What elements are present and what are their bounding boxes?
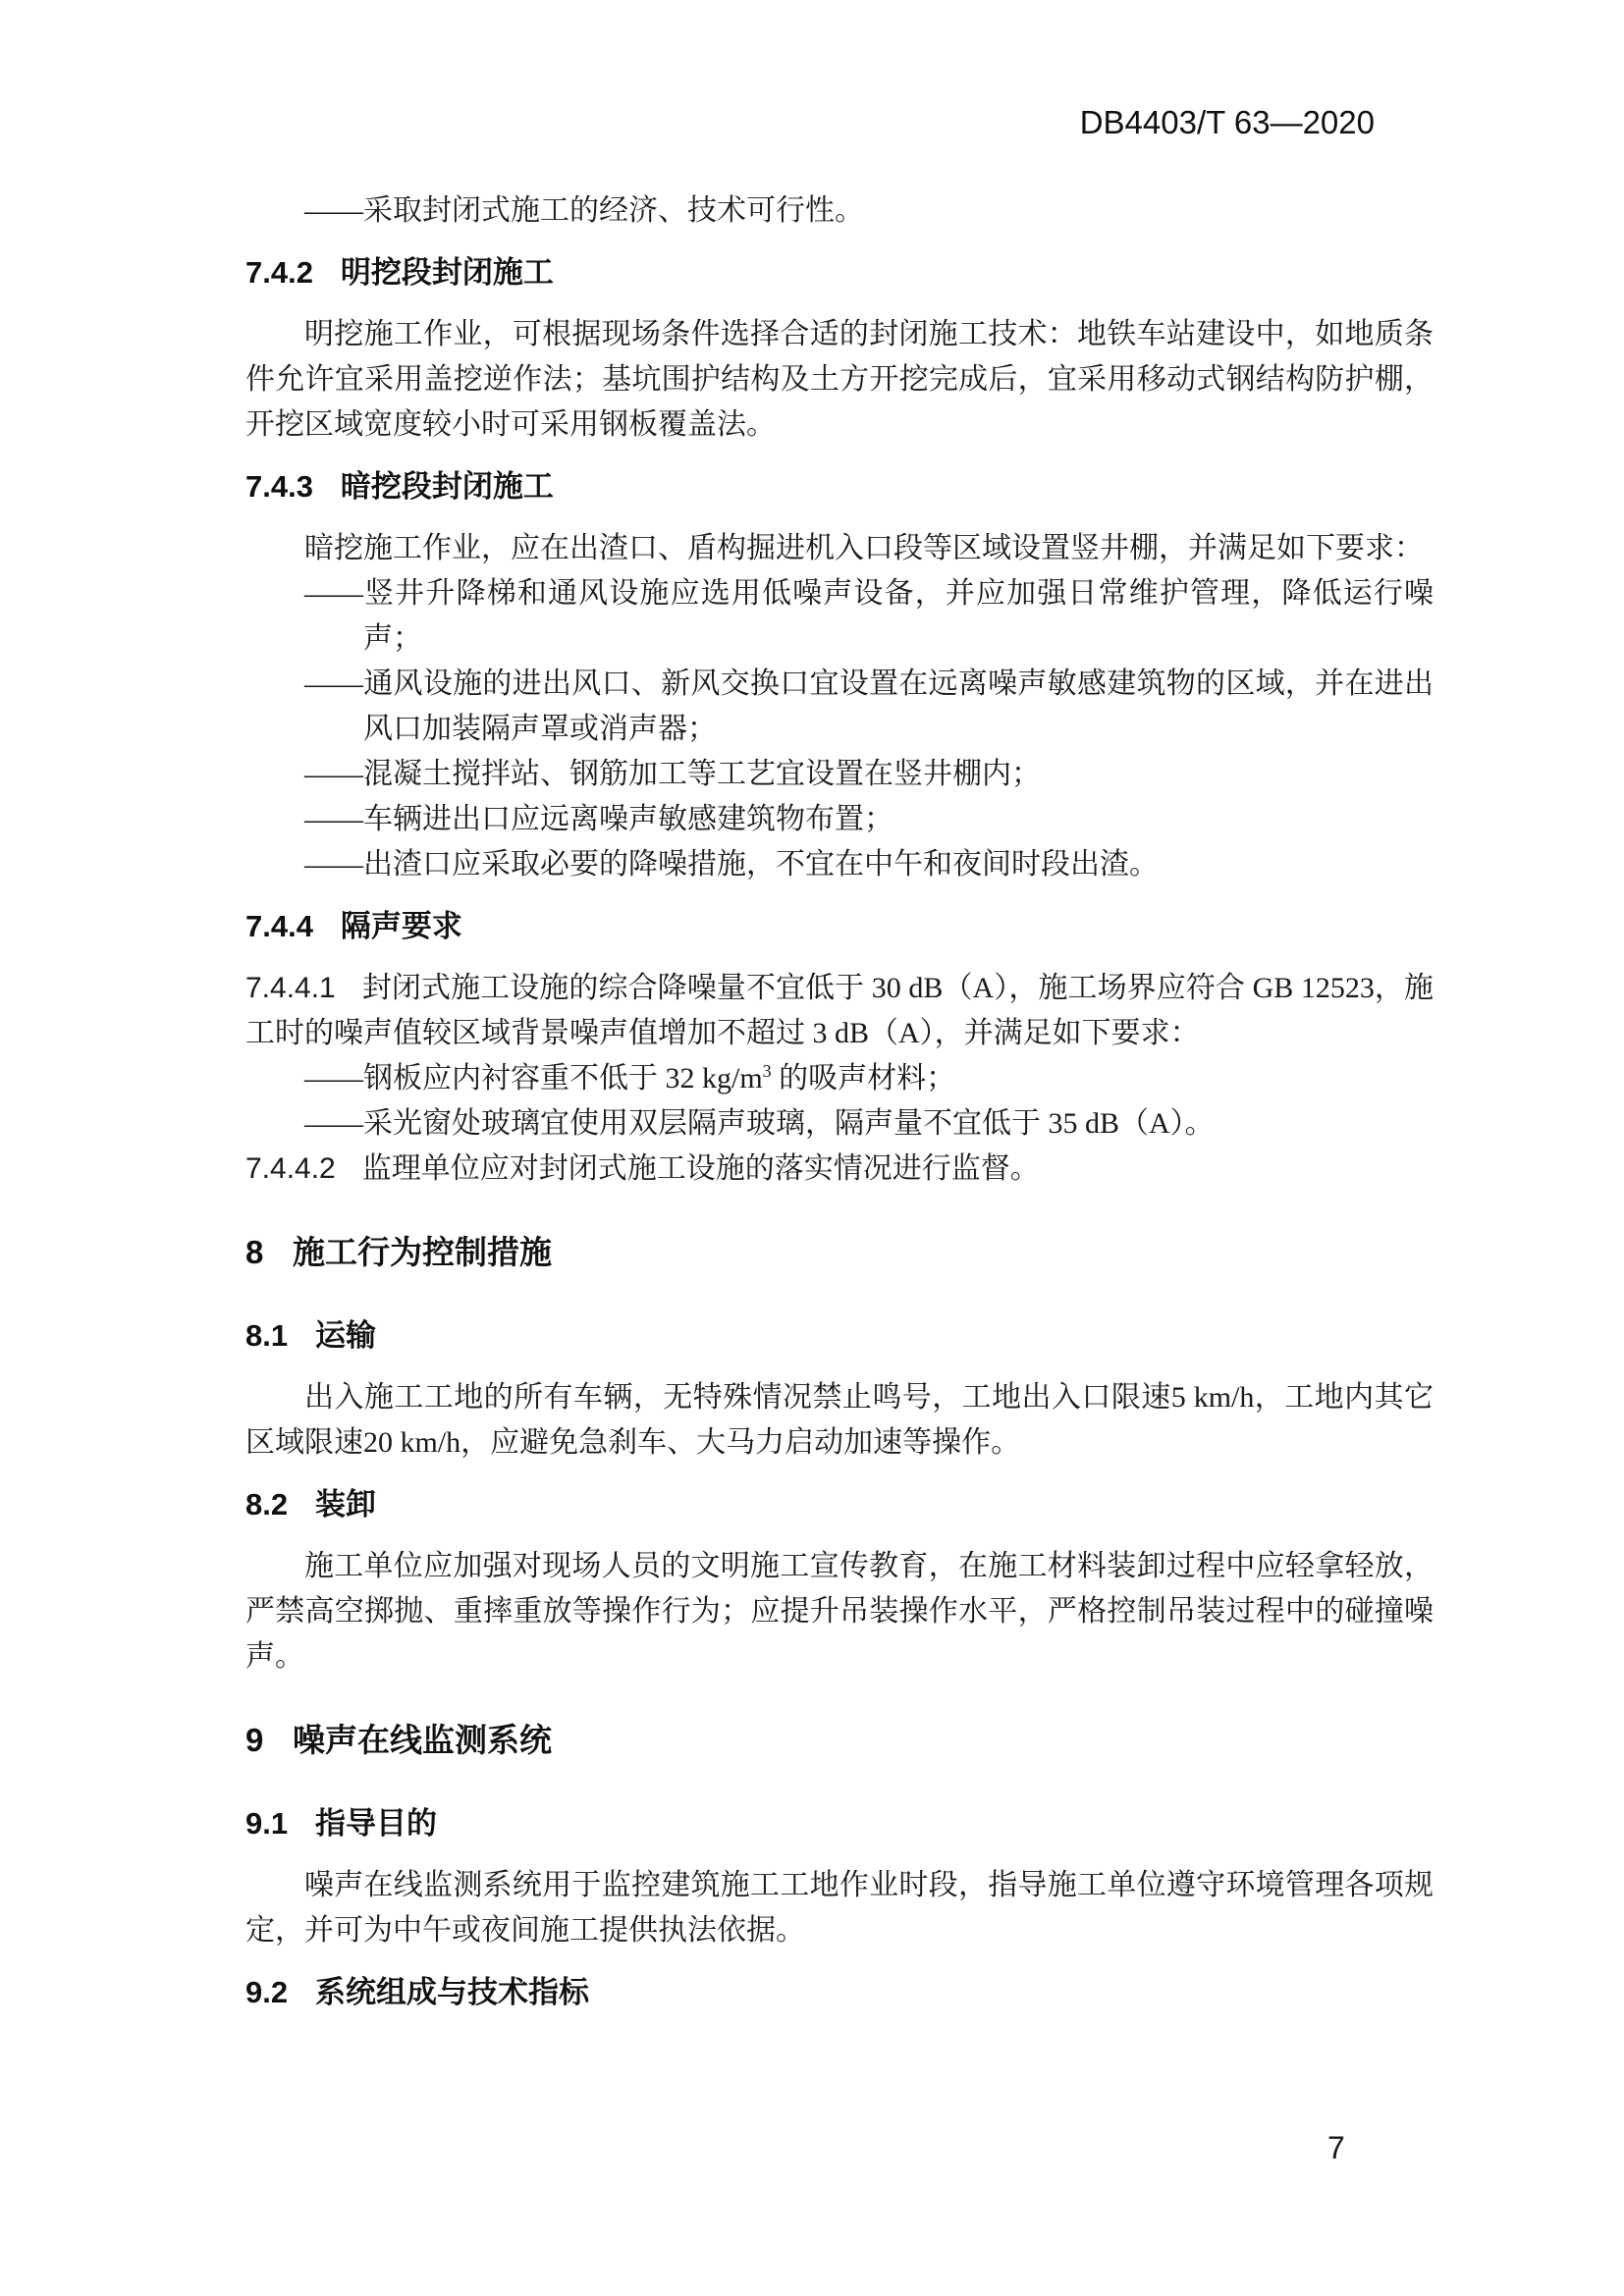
section-heading-7-4-4 xyxy=(245,904,1434,949)
list-item: ——通风设施的进出风口、新风交换口宜设置在远离噪声敏感建筑物的区域，并在进出风口加装隔声罩或消声器； xyxy=(304,667,1434,745)
document-code-header: DB4403/T 63—2020 xyxy=(1079,104,1375,140)
section-title: 运输 xyxy=(315,1318,376,1353)
section-number: 7.4.3 xyxy=(245,469,313,504)
section-title: 装卸 xyxy=(315,1487,376,1522)
section-heading-7-4-2 xyxy=(245,250,1434,295)
clause-text: 监理单位应对封闭式施工设施的落实情况进行监督。 xyxy=(361,1152,1040,1185)
section-heading-8-2 xyxy=(245,1482,1434,1527)
clause-text: 封闭式施工设施的综合降噪量不宜低于 30 dB（A），施工场界应符合 GB 12523，施工时的噪声值较区域背景噪声值增加不超过 3 dB（A），并满足如下要求： xyxy=(245,972,1434,1049)
chapter-heading-9 xyxy=(245,1717,1434,1764)
list-item: ——采取封闭式施工的经济、技术可行性。 xyxy=(304,194,864,227)
chapter-title: 施工行为控制措施 xyxy=(293,1234,553,1270)
section-heading-8-1 xyxy=(245,1313,1434,1359)
clause-number: 7.4.4.1 xyxy=(245,972,336,1004)
paragraph: 施工单位应加强对现场人员的文明施工宣传教育，在施工材料装卸过程中应轻拿轻放，严禁高空掷抛、重摔重放等操作行为；应提升吊装操作水平，严格控制吊装过程中的碰撞噪声。 xyxy=(245,1550,1434,1673)
section-heading-9-2 xyxy=(245,1970,1434,2015)
section-number: 7.4.4 xyxy=(245,909,313,943)
list-item-text: ——钢板应内衬容重不低于 32 kg/m xyxy=(304,1062,763,1095)
section-number: 9.2 xyxy=(245,1975,289,2009)
section-title: 指导目的 xyxy=(315,1806,437,1841)
list-item: ——车辆进出口应远离噪声敏感建筑物布置； xyxy=(304,803,893,835)
section-number: 8.2 xyxy=(245,1487,289,1522)
clause-paragraph xyxy=(245,966,1434,1056)
list-item: ——竖井升降梯和通风设施应选用低噪声设备，并应加强日常维护管理，降低运行噪声； xyxy=(304,577,1434,655)
superscript: 3 xyxy=(762,1061,772,1081)
list-item: ——混凝土搅拌站、钢筋加工等工艺宜设置在竖井棚内； xyxy=(304,758,1041,790)
section-number: 7.4.2 xyxy=(245,255,313,290)
section-title: 隔声要求 xyxy=(340,909,462,943)
list-item: ——出渣口应采取必要的降噪措施，不宜在中午和夜间时段出渣。 xyxy=(304,848,1159,881)
chapter-title: 噪声在线监测系统 xyxy=(293,1722,553,1758)
clause-number: 7.4.4.2 xyxy=(245,1152,336,1185)
paragraph: 噪声在线监测系统用于监控建筑施工工地作业时段，指导施工单位遵守环境管理各项规定，并可为中午或夜间施工提供执法依据。 xyxy=(245,1869,1434,1947)
section-title: 暗挖段封闭施工 xyxy=(340,469,554,504)
section-title: 系统组成与技术指标 xyxy=(315,1975,589,2009)
paragraph: 明挖施工作业，可根据现场条件选择合适的封闭施工技术：地铁车站建设中，如地质条件允许宜采用盖挖逆作法；基坑围护结构及土方开挖完成后，宜采用移动式钢结构防护棚，开挖区域宽度较小时可采用钢板覆盖法。 xyxy=(245,318,1434,441)
section-number: 8.1 xyxy=(245,1318,289,1353)
section-title: 明挖段封闭施工 xyxy=(340,255,554,290)
section-heading-7-4-3 xyxy=(245,464,1434,509)
chapter-heading-8 xyxy=(245,1229,1434,1276)
paragraph: 暗挖施工作业，应在出渣口、盾构掘进机入口段等区域设置竖井棚，并满足如下要求： xyxy=(304,532,1424,564)
chapter-number: 9 xyxy=(245,1722,264,1758)
document-body xyxy=(245,188,1434,2032)
section-heading-9-1 xyxy=(245,1801,1434,1846)
paragraph: 出入施工工地的所有车辆，无特殊情况禁止鸣号，工地出入口限速5 km/h，工地内其它区域限速20 km/h，应避免急刹车、大马力启动加速等操作。 xyxy=(245,1381,1434,1459)
section-number: 9.1 xyxy=(245,1806,289,1841)
list-item xyxy=(245,1056,1434,1101)
list-item: ——采光窗处玻璃宜使用双层隔声玻璃，隔声量不宜低于 35 dB（A）。 xyxy=(304,1107,1215,1140)
list-item-text: 的吸声材料； xyxy=(771,1062,956,1095)
clause-paragraph xyxy=(245,1147,1434,1192)
page-number: 7 xyxy=(1327,2130,1345,2165)
chapter-number: 8 xyxy=(245,1234,264,1270)
